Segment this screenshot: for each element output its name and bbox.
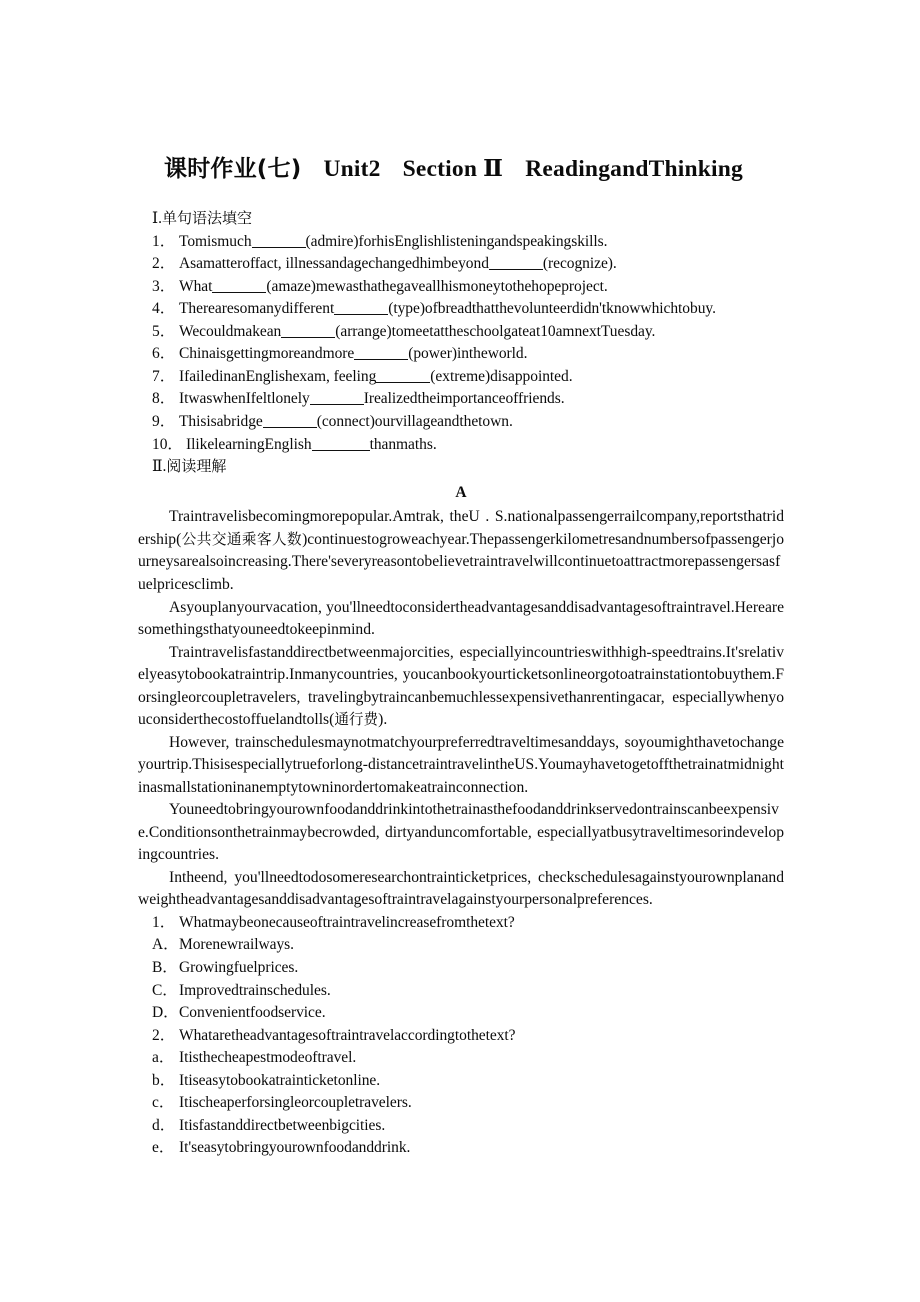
paragraph-text-part1: Youneedtobringyourownfoodanddrinkintothetrainasthefoodanddrinkservedontrainscanbeexpensive.Conditionsonthetrainmaybecrowded, dirtyanduncomfortable, especiallyatbusytraveltimesorindevelopingcountries.	[138, 801, 784, 864]
grammar-item	[152, 276, 784, 299]
grammar-item-number: 7．	[152, 367, 176, 385]
section-two-label: 阅读理解	[166, 457, 227, 476]
question-text: Whataretheadvantagesoftraintravelaccordingtothetext?	[179, 1026, 516, 1044]
option-label: e．	[152, 1139, 175, 1157]
passage-paragraph	[138, 867, 784, 912]
grammar-item-text-before: ItwaswhenIfeltlonely	[179, 390, 310, 408]
section-one-heading	[152, 208, 784, 230]
option-label: A．	[152, 936, 179, 954]
grammar-item-text-before: Wecouldmakean	[179, 322, 282, 340]
grammar-item-text-after: (power)intheworld.	[408, 345, 528, 363]
grammar-item	[152, 388, 784, 411]
grammar-item-blank[interactable]	[376, 368, 430, 383]
grammar-item	[152, 411, 784, 434]
option-line[interactable]	[152, 1070, 784, 1093]
grammar-item-number: 1．	[152, 232, 176, 250]
grammar-item-text-after: (recognize).	[542, 255, 617, 273]
grammar-item	[152, 298, 784, 321]
passage-label: A	[455, 484, 467, 502]
paragraph-text-part2: ).	[378, 711, 388, 729]
passage-paragraph	[138, 642, 784, 732]
grammar-item-number: 5．	[152, 322, 176, 340]
grammar-item	[152, 366, 784, 389]
grammar-item-number: 2．	[152, 255, 176, 273]
option-text: Itiseasytobookatrainticketonline.	[179, 1071, 381, 1089]
grammar-item-number: 10．	[152, 435, 183, 453]
grammar-item-text-before: Thisisabridge	[179, 413, 263, 431]
grammar-item-text-before: Chinaisgettingmoreandmore	[179, 345, 355, 363]
grammar-item-text-after: (amaze)mewasthathegaveallhismoneytothehopeproject.	[266, 277, 608, 295]
grammar-item-text-before: Tomismuch	[179, 232, 252, 250]
grammar-item-number: 4．	[152, 300, 176, 318]
grammar-item-number: 9．	[152, 413, 176, 431]
option-text: Convenientfoodservice.	[179, 1004, 326, 1022]
option-text: Itischeaperforsingleorcoupletravelers.	[179, 1094, 412, 1112]
grammar-item-blank[interactable]	[212, 278, 266, 293]
section-one-numeral: Ⅰ.	[152, 209, 162, 227]
grammar-item-text-before: IfailedinanEnglishexam, feeling	[179, 367, 377, 385]
grammar-item-text-after: (type)ofbreadthatthevolunteerdidn'tknowwhichtobuy.	[388, 300, 716, 318]
grammar-item-number: 8．	[152, 390, 176, 408]
grammar-item-text-after: thanmaths.	[369, 435, 437, 453]
option-line[interactable]	[152, 957, 784, 980]
passage-paragraph	[138, 506, 784, 596]
title-section: Section Ⅱ	[402, 156, 504, 182]
grammar-item-text-before: IlikelearningEnglish	[186, 435, 312, 453]
paragraph-text-part1: Asyouplanyourvacation, you'llneedtoconsidertheadvantagesanddisadvantagesoftraintravel.Herearesomethingsthatyouneedtokeepinmind.	[138, 598, 784, 639]
option-text: Growingfuelprices.	[179, 959, 299, 977]
title-chinese-label: 课时作业(七)	[164, 156, 302, 182]
paragraph-chinese-gloss: 公共交通乘客人数	[181, 530, 303, 548]
passage-paragraph	[138, 799, 784, 867]
page-title	[164, 155, 784, 184]
question-line	[152, 1025, 784, 1048]
page-content	[138, 155, 784, 1160]
option-line[interactable]	[152, 980, 784, 1003]
grammar-item-blank[interactable]	[334, 301, 388, 316]
option-line[interactable]	[152, 1047, 784, 1070]
grammar-item-number: 3．	[152, 277, 176, 295]
option-label: a．	[152, 1049, 175, 1067]
grammar-item-blank[interactable]	[263, 413, 317, 428]
option-label: b．	[152, 1071, 176, 1089]
passage-paragraph	[138, 732, 784, 800]
paragraph-text-part1: Traintravelisfastanddirectbetweenmajorcities, especiallyincountrieswithhigh-speedtrains.It'srelativelyeasytobookatraintrip.Inmanycountries, youcanbookyourticketsonlineorgotoatrainstationtobuythem.Forsingleorcoupletravelers, travelingbytraincanbemuchlessexpensivethanrentingacar, especiallywhenyouconsiderthecostoffuelandtolls(	[138, 643, 784, 729]
section-one-label: 单句语法填空	[162, 208, 253, 227]
option-line[interactable]	[152, 1002, 784, 1025]
option-line[interactable]	[152, 1092, 784, 1115]
grammar-item-blank[interactable]	[252, 233, 306, 248]
grammar-item	[152, 253, 784, 276]
option-text: Improvedtrainschedules.	[179, 981, 331, 999]
title-topic: ReadingandThinking	[525, 156, 744, 182]
grammar-item-blank[interactable]	[310, 391, 364, 406]
grammar-item-text-before: Asamatteroffact, illnessandagechangedhimbeyond	[179, 255, 489, 273]
question-label: 2．	[152, 1026, 176, 1044]
grammar-item-text-before: Therearesomanydifferent	[179, 300, 335, 318]
grammar-item-blank[interactable]	[281, 323, 335, 338]
option-line[interactable]	[152, 1115, 784, 1138]
grammar-item-blank[interactable]	[312, 436, 370, 451]
option-label: d．	[152, 1116, 176, 1134]
grammar-item-blank[interactable]	[354, 346, 408, 361]
question-label: 1．	[152, 913, 176, 931]
grammar-item-blank[interactable]	[489, 256, 543, 271]
question-text: Whatmaybeonecauseoftraintravelincreasefromthetext?	[179, 913, 515, 931]
paragraph-text-part2: )continuestogroweachyear.Thepassengerkilometresandnumbersofpassengerjourneysarealsoincreasing.There'severyreasontobelievetraintravelwillcontinuetoattractmorepassengersasfuelpricesclimb.	[138, 530, 784, 593]
question-line	[152, 912, 784, 935]
grammar-item-text-before: What	[179, 277, 213, 295]
option-text: Itisthecheapestmodeoftravel.	[179, 1049, 357, 1067]
option-label: c．	[152, 1094, 175, 1112]
grammar-item-text-after: (extreme)disappointed.	[430, 367, 573, 385]
option-text: It'seasytobringyourownfoodanddrink.	[179, 1139, 411, 1157]
paragraph-chinese-gloss: 通行费	[334, 711, 379, 729]
option-label: D．	[152, 1004, 179, 1022]
option-text: Itisfastanddirectbetweenbigcities.	[179, 1116, 386, 1134]
grammar-item-text-after: (connect)ourvillageandthetown.	[316, 413, 513, 431]
option-line[interactable]	[152, 934, 784, 957]
paragraph-text-part1: Intheend, you'llneedtodosomeresearchontrainticketprices, checkschedulesagainstyourownplanandweightheadvantagesanddisadvantagesoftraintravelagainstyourpersonalpreferences.	[138, 868, 784, 909]
option-text: Morenewrailways.	[179, 936, 294, 954]
grammar-item	[152, 321, 784, 344]
grammar-item-text-after: (admire)forhisEnglishlisteningandspeakingskills.	[305, 232, 608, 250]
grammar-item	[152, 231, 784, 254]
grammar-item	[152, 434, 784, 457]
section-two-heading	[152, 456, 784, 478]
option-line[interactable]	[152, 1137, 784, 1160]
grammar-item-number: 6．	[152, 345, 176, 363]
paragraph-text-part1: However, trainschedulesmaynotmatchyourpreferredtraveltimesanddays, soyoumighthavetochangeyourtrip.Thisisespeciallytrueforlong-distancetraintravelintheUS.Youmayhavetogetoffthetrainatmidnightinasmallstationinanemptytowninordertomakeatrainconnection.	[138, 733, 784, 796]
title-unit: Unit2	[323, 156, 381, 182]
grammar-item	[152, 343, 784, 366]
grammar-item-text-after: (arrange)tomeetattheschoolgateat10amnextTuesday.	[335, 322, 656, 340]
option-label: B．	[152, 959, 178, 977]
grammar-item-text-after: Irealizedtheimportanceoffriends.	[363, 390, 565, 408]
passage-paragraph	[138, 597, 784, 642]
paragraph-text-part1: Traintravelisbecomingmorepopular.Amtrak, theU . S.nationalpassengerrailcompany,reportsthatridership(	[138, 508, 784, 548]
section-two-numeral: Ⅱ.	[152, 458, 167, 476]
option-label: C．	[152, 981, 178, 999]
